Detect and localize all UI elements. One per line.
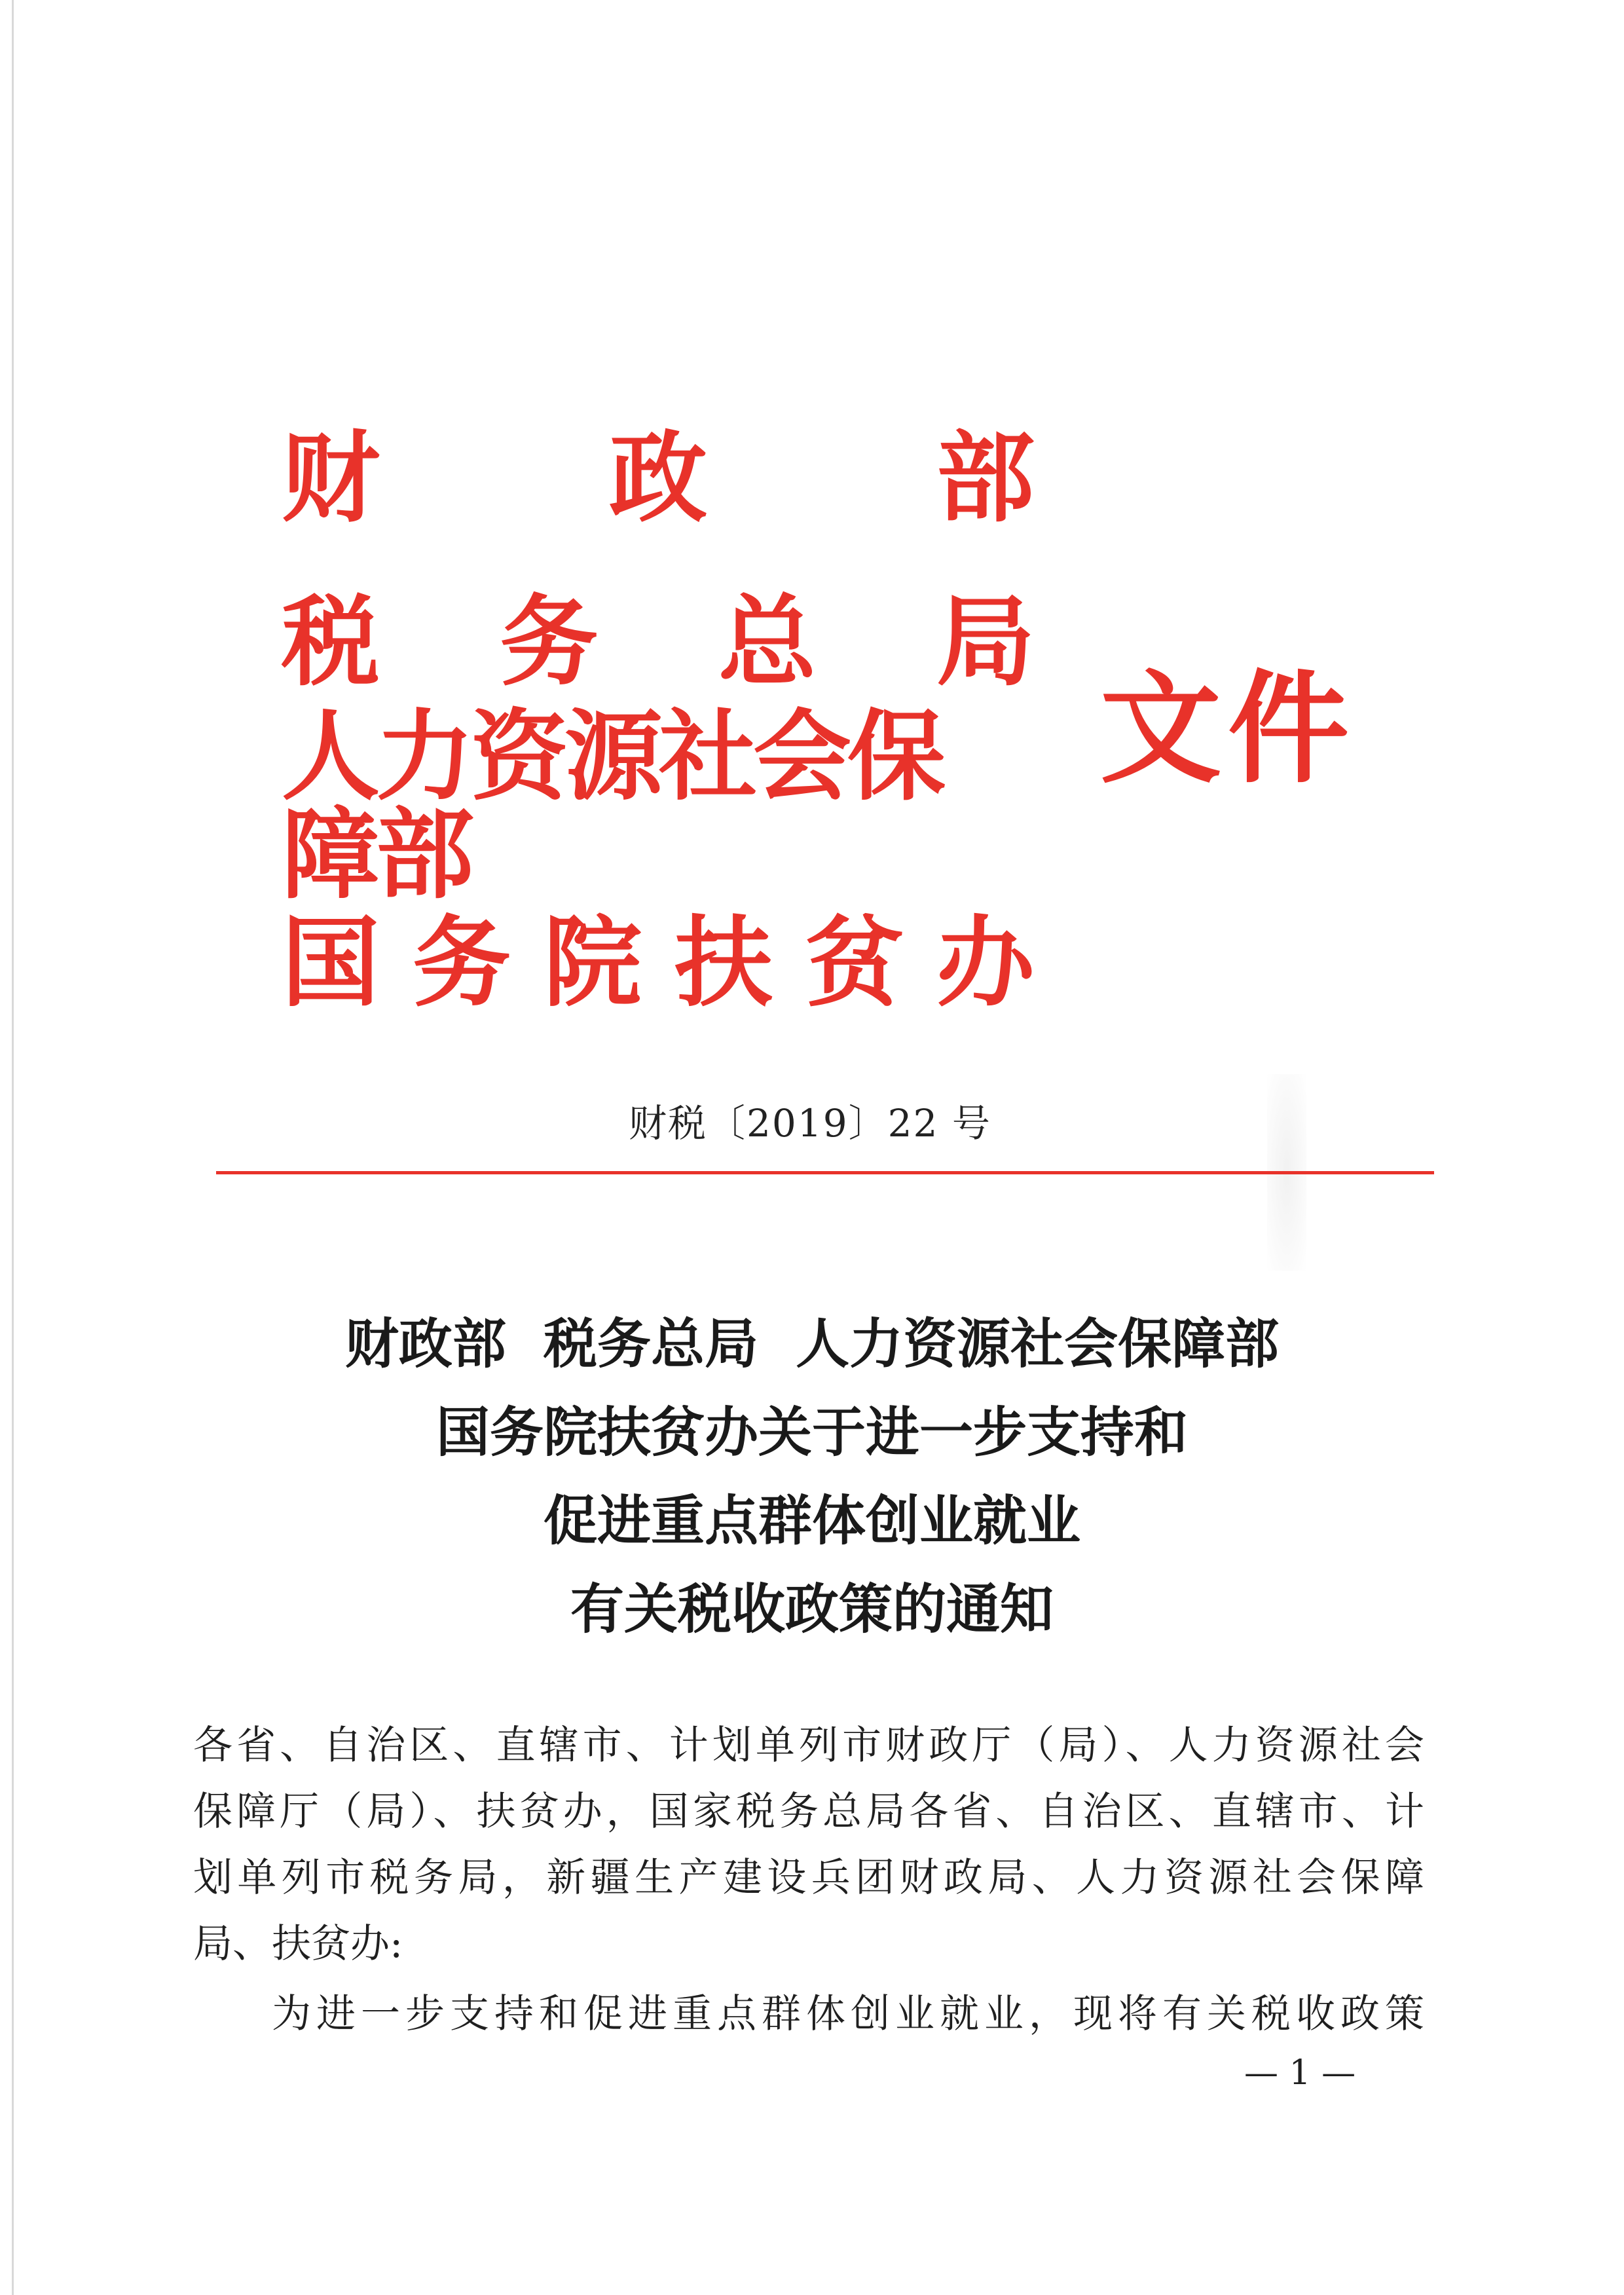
masthead-char: 部	[936, 420, 1035, 536]
masthead-row-human-resources	[282, 699, 1035, 912]
addressee-line: 局、扶贫办:	[193, 1921, 403, 1967]
masthead-char: 税	[282, 584, 380, 700]
masthead-char: 务	[412, 905, 511, 1020]
body-paragraph: 为进一步支持和促进重点群体创业就业，现将有关税收政策	[272, 1991, 1424, 2037]
masthead-row-tax-administration	[282, 583, 1035, 701]
addressee-line: 保障厅（局）、扶贫办，国家税务总局各省、自治区、直辖市、计	[193, 1789, 1424, 1835]
masthead-row-poverty-office	[282, 904, 1035, 1022]
masthead-char: 办	[936, 905, 1035, 1020]
masthead-char: 政	[608, 420, 707, 536]
masthead-char: 局	[936, 584, 1035, 700]
red-separator-line	[216, 1171, 1434, 1174]
masthead-char: 国	[282, 905, 380, 1020]
masthead-char: 财	[282, 420, 380, 536]
title-line: 促进重点群体创业就业	[543, 1489, 1080, 1552]
masthead-char: 贫	[805, 905, 904, 1020]
masthead-char: 院	[543, 905, 642, 1020]
masthead-char: 总	[718, 584, 817, 700]
red-masthead	[282, 400, 1395, 1054]
title-line: 国务院扶贫办关于进一步支持和	[435, 1401, 1188, 1464]
masthead-char: 扶	[674, 905, 773, 1020]
scan-edge-line	[12, 0, 14, 2295]
masthead-char: 务	[500, 584, 599, 700]
masthead-text: 人力资源社会保障部	[282, 699, 942, 912]
document-number: 财税〔2019〕22 号	[629, 1101, 991, 1146]
document-title	[131, 1300, 1493, 1654]
title-line: 财政部 税务总局 人力资源社会保障部	[344, 1313, 1280, 1375]
title-line: 有关税收政策的通知	[570, 1578, 1054, 1641]
masthead-suffix-document: 文件	[1100, 657, 1356, 800]
addressee-line: 划单列市税务局，新疆生产建设兵团财政局、人力资源社会保障	[193, 1855, 1424, 1901]
addressee-line: 各省、自治区、直辖市、计划单列市财政厅（局）、人力资源社会	[193, 1723, 1424, 1768]
masthead-row-ministry-of-finance	[282, 419, 1035, 537]
addressee-block	[193, 1713, 1424, 1977]
page-number: — 1 —	[1244, 2053, 1356, 2093]
